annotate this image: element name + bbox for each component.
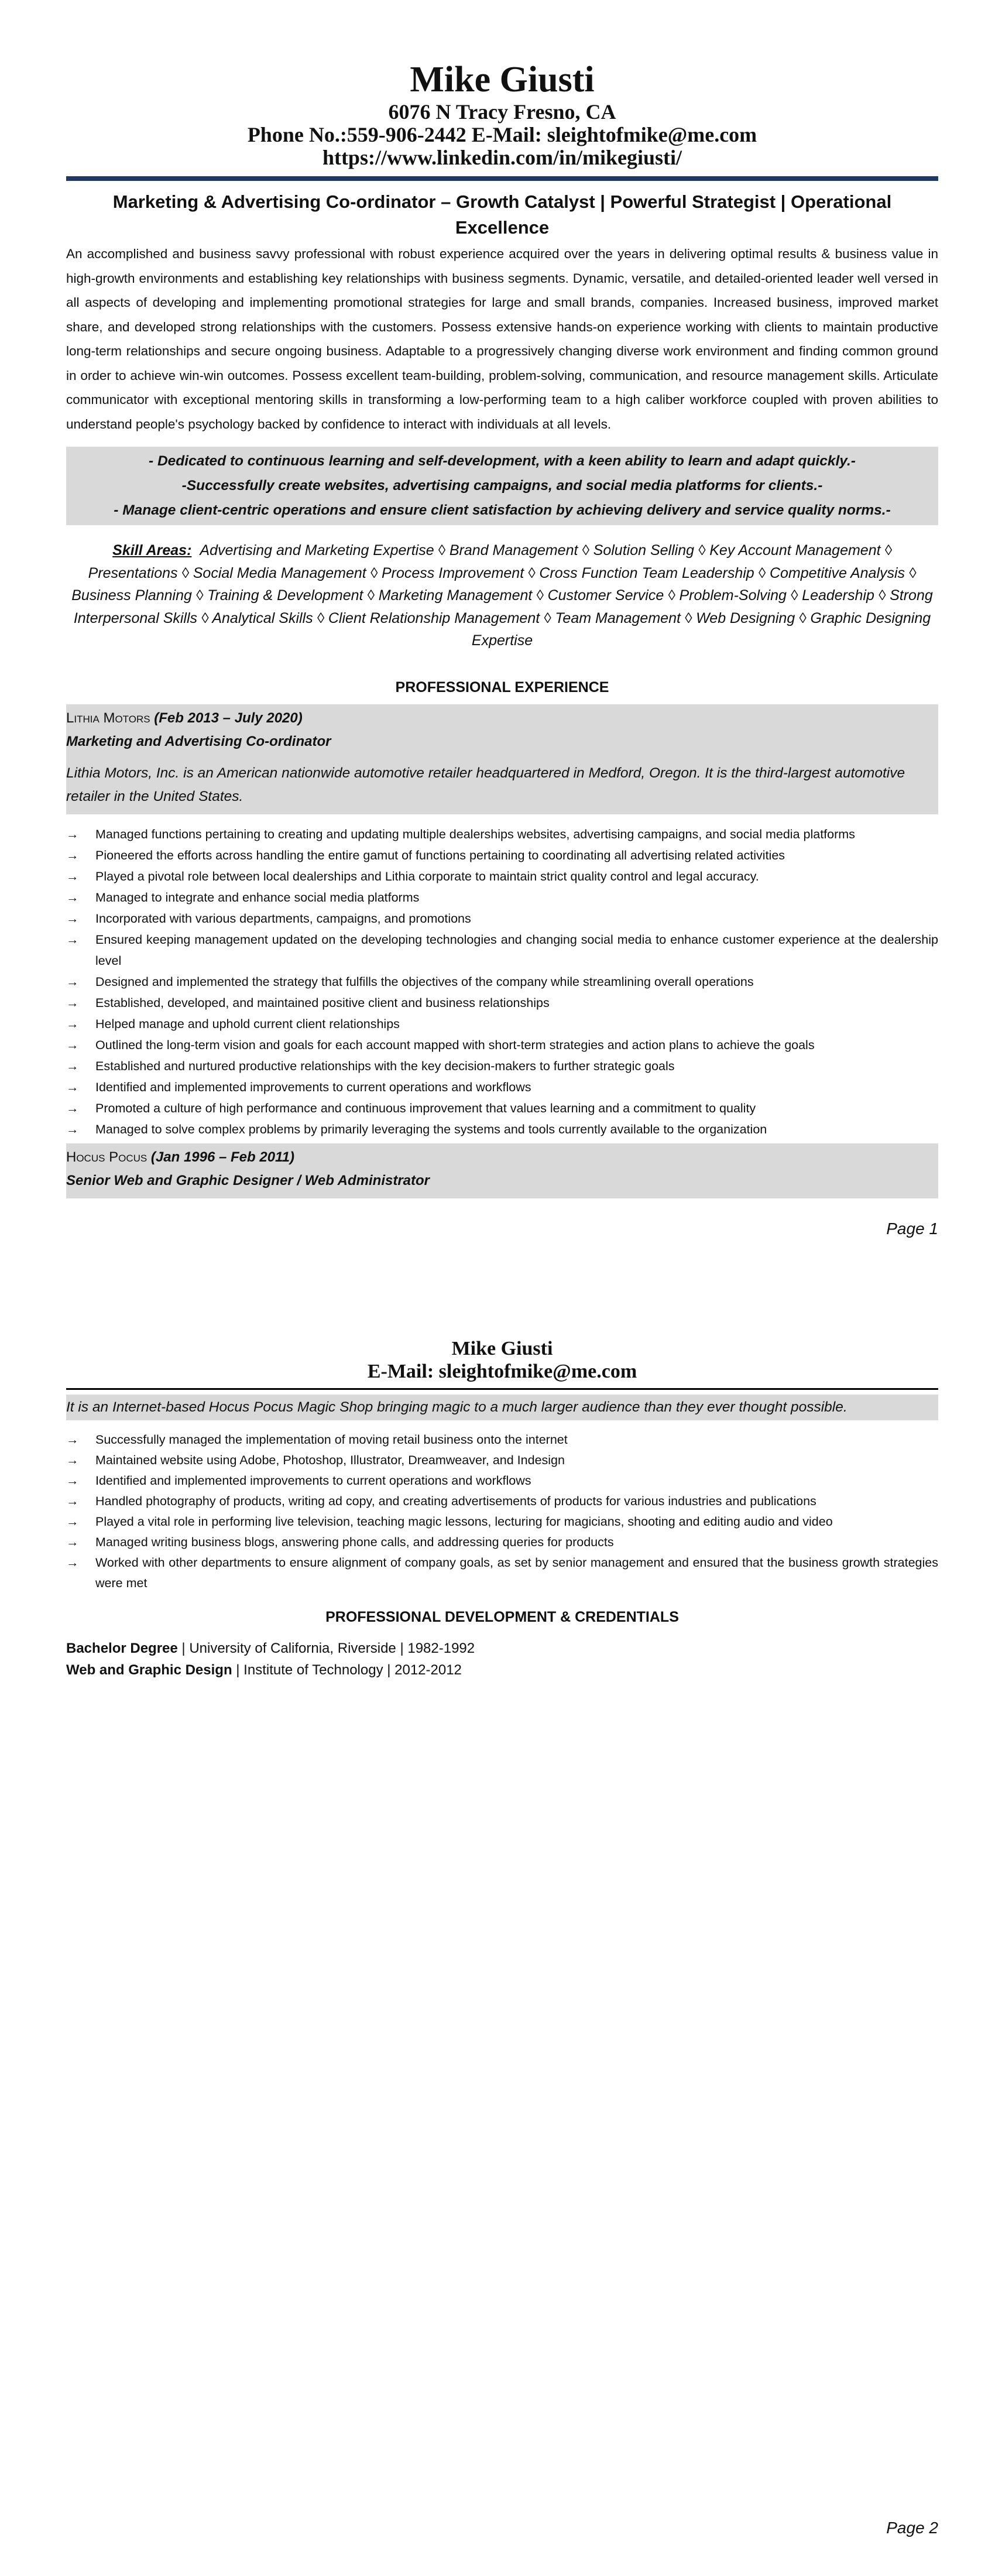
page-number: Page 2 (886, 2519, 938, 2537)
arrow-bullet-icon: → (66, 1101, 79, 1115)
arrow-bullet-icon: → (66, 1037, 79, 1052)
job-role: Marketing and Advertising Co-ordinator (66, 733, 331, 749)
bullet-text: Pioneered the efforts across handling the entire gamut of functions pertaining to coordinating all advertising related activities (95, 848, 785, 862)
job-role: Senior Web and Graphic Designer / Web Administrator (66, 1172, 430, 1188)
bullet-text: Handled photography of products, writing ad copy, and creating advertisements of products for various industries and publications (95, 1494, 816, 1508)
credential-details: | Institute of Technology | 2012-2012 (232, 1662, 462, 1678)
bullet-text: Incorporated with various departments, campaigns, and promotions (95, 911, 471, 926)
bullet-item (66, 1013, 938, 1034)
bullet-text: Successfully managed the implementation of moving retail business onto the internet (95, 1433, 568, 1447)
bullet-text: Identified and implemented improvements to current operations and workflows (95, 1474, 531, 1488)
arrow-bullet-icon: → (66, 995, 79, 1010)
arrow-bullet-icon: → (66, 1494, 79, 1508)
bullet-item (66, 1512, 938, 1532)
arrow-bullet-icon: → (66, 911, 79, 926)
bullet-text: Established, developed, and maintained positive client and business relationships (95, 995, 550, 1010)
experience-heading: PROFESSIONAL EXPERIENCE (395, 679, 609, 696)
bullet-item (66, 1471, 938, 1491)
arrow-bullet-icon: → (66, 890, 79, 905)
bullet-text: Managed to integrate and enhance social media platforms (95, 890, 420, 905)
job-dates: (Jan 1996 – Feb 2011) (150, 1149, 294, 1165)
bullet-item (66, 1098, 938, 1119)
bullet-text: Established and nurtured productive relationships with the key decision-makers to further strategic goals (95, 1059, 675, 1073)
arrow-bullet-icon: → (66, 1474, 79, 1488)
arrow-bullet-icon: → (66, 848, 79, 862)
bullet-text: Maintained website using Adobe, Photoshop, Illustrator, Dreamweaver, and Indesign (95, 1453, 565, 1467)
highlight: - Manage client-centric operations and ensure client satisfaction by achieving delivery and service quality norms.- (114, 502, 891, 518)
highlight: -Successfully create websites, advertising campaigns, and social media platforms for clients.- (181, 478, 823, 494)
arrow-bullet-icon: → (66, 1535, 79, 1549)
bullet-text: Helped manage and uphold current client relationships (95, 1016, 400, 1031)
skill-areas-label: Skill Areas: (112, 542, 192, 559)
address: 6076 N Tracy Fresno, CA (388, 100, 616, 124)
email: E-Mail: sleightofmike@me.com (367, 1361, 637, 1382)
page-number: Page 1 (886, 1219, 938, 1238)
arrow-bullet-icon: → (66, 827, 79, 841)
bullet-item (66, 1553, 938, 1594)
credential-item (66, 1638, 938, 1659)
arrow-bullet-icon: → (66, 869, 79, 883)
bullet-text: Designed and implemented the strategy that fulfills the objectives of the company while streamlining overall operations (95, 974, 754, 989)
bullet-item (66, 1077, 938, 1098)
phone-email: Phone No.:559-906-2442 E-Mail: sleightofmike@me.com (247, 123, 757, 146)
bullet-item (66, 1056, 938, 1077)
credential-name: Bachelor Degree (66, 1640, 178, 1656)
arrow-bullet-icon: → (66, 1059, 79, 1073)
bullet-item (66, 845, 938, 866)
skill-areas (66, 539, 938, 652)
arrow-bullet-icon: → (66, 1080, 79, 1094)
bullet-text: Promoted a culture of high performance and continuous improvement that values learning and a commitment to quality (95, 1101, 756, 1115)
bullet-item (66, 1491, 938, 1512)
bullet-item (66, 1430, 938, 1450)
headline: Marketing & Advertising Co-ordinator – Growth Catalyst | Powerful Strategist | Operational Excellence (112, 191, 892, 238)
bullet-text: Outlined the long-term vision and goals for each account mapped with short-term strategies and action plans to achieve the goals (95, 1037, 815, 1052)
bullet-item (66, 1119, 938, 1140)
resume-page-1 (66, 59, 938, 1238)
bullet-text: Managed to solve complex problems by primarily leveraging the systems and tools currently available to the organization (95, 1122, 767, 1136)
bullet-text: Played a pivotal role between local dealerships and Lithia corporate to maintain strict quality control and legal accuracy. (95, 869, 759, 883)
bullet-item (66, 1450, 938, 1471)
candidate-name: Mike Giusti (451, 1338, 553, 1359)
bullet-item (66, 1532, 938, 1553)
resume-page-2 (66, 1338, 938, 1681)
bullet-text: Managed functions pertaining to creating and updating multiple dealerships websites, advertising campaigns, and social media platforms (95, 827, 855, 841)
bullet-text: Played a vital role in performing live television, teaching magic lessons, lecturing for magicians, shooting and editing audio and video (95, 1515, 833, 1529)
bullet-item (66, 971, 938, 992)
bullet-item (66, 992, 938, 1013)
job-bullets-lithia (66, 824, 938, 1140)
arrow-bullet-icon: → (66, 1515, 79, 1529)
credential-item (66, 1659, 938, 1681)
arrow-bullet-icon: → (66, 1016, 79, 1031)
company-name: Hocus Pocus (66, 1149, 147, 1165)
job-header-hocus-pocus (66, 1143, 938, 1198)
job-bullets-hocus-pocus (66, 1430, 938, 1594)
bullet-text: Identified and implemented improvements to current operations and workflows (95, 1080, 531, 1094)
header-divider (66, 1388, 938, 1390)
company-description: Lithia Motors, Inc. is an American nationwide automotive retailer headquartered in Medford, Oregon. It is the third-largest automotive retailer in the United States. (66, 765, 905, 804)
bullet-item (66, 887, 938, 908)
bullet-text: Managed writing business blogs, answering phone calls, and addressing queries for products (95, 1535, 614, 1549)
arrow-bullet-icon: → (66, 1556, 79, 1570)
header-divider (66, 176, 938, 181)
highlights-box (66, 447, 938, 525)
credential-details: | University of California, Riverside | 1982-1992 (177, 1640, 475, 1656)
bullet-item (66, 929, 938, 971)
job-dates: (Feb 2013 – July 2020) (154, 710, 303, 726)
summary: An accomplished and business savvy professional with robust experience acquired over the years in delivering optimal results & business value in high-growth environments and establishing key relationships with business segments. Dynamic, versatile, and detailed-oriented leader well versed in all aspects of developing and implementing promotional strategies for large and small brands, companies. Increased business, improved market share, and developed strong relationships with the customers. Possess extensive hands-on experience working with clients to maintain productive long-term relationships and secure ongoing business. Adaptable to a progressively changing diverse work environment and finding common ground in order to achieve win-win outcomes. Possess excellent team-building, problem-solving, communication, and resource management skills. Articulate communicator with exceptional mentoring skills in transforming a low-performing team to a high caliber workforce coupled with proven abilities to understand people's psychology backed by confidence to interact with individuals at all levels. (66, 246, 938, 431)
arrow-bullet-icon: → (66, 1122, 79, 1136)
company-description: It is an Internet-based Hocus Pocus Magic Shop bringing magic to a much larger audience than they ever thought possible. (66, 1395, 938, 1420)
credential-name: Web and Graphic Design (66, 1662, 232, 1678)
bullet-item (66, 1034, 938, 1056)
arrow-bullet-icon: → (66, 974, 79, 989)
company-name: Lithia Motors (66, 710, 150, 726)
bullet-item (66, 824, 938, 845)
arrow-bullet-icon: → (66, 1433, 79, 1447)
credentials-heading: PROFESSIONAL DEVELOPMENT & CREDENTIALS (325, 1609, 679, 1625)
arrow-bullet-icon: → (66, 932, 79, 947)
skill-areas-list: Advertising and Marketing Expertise ◊ Brand Management ◊ Solution Selling ◊ Key Account Management ◊ Presentations ◊ Social Media Management ◊ Process Improvement ◊ Cross Function Team Leadership ◊ Competitive Analysis ◊ Business Planning ◊ Training & Development ◊ Marketing Management ◊ Customer Service ◊ Problem-Solving ◊ Leadership ◊ Strong Interpersonal Skills ◊ Analytical Skills ◊ Client Relationship Management ◊ Team Management ◊ Web Designing ◊ Graphic Designing Expertise (71, 542, 933, 649)
highlight: - Dedicated to continuous learning and self-development, with a keen ability to learn and adapt quickly.- (149, 453, 856, 469)
arrow-bullet-icon: → (66, 1453, 79, 1467)
linkedin-link[interactable]: https://www.linkedin.com/in/mikegiusti/ (322, 146, 682, 169)
bullet-text: Worked with other departments to ensure alignment of company goals, as set by senior management and ensured that the business growth strategies were met (95, 1556, 938, 1590)
job-header-lithia (66, 704, 938, 814)
candidate-name: Mike Giusti (410, 60, 595, 100)
bullet-item (66, 908, 938, 929)
bullet-text: Ensured keeping management updated on the developing technologies and changing social media to enhance customer experience at the dealership level (95, 932, 938, 968)
bullet-item (66, 866, 938, 887)
